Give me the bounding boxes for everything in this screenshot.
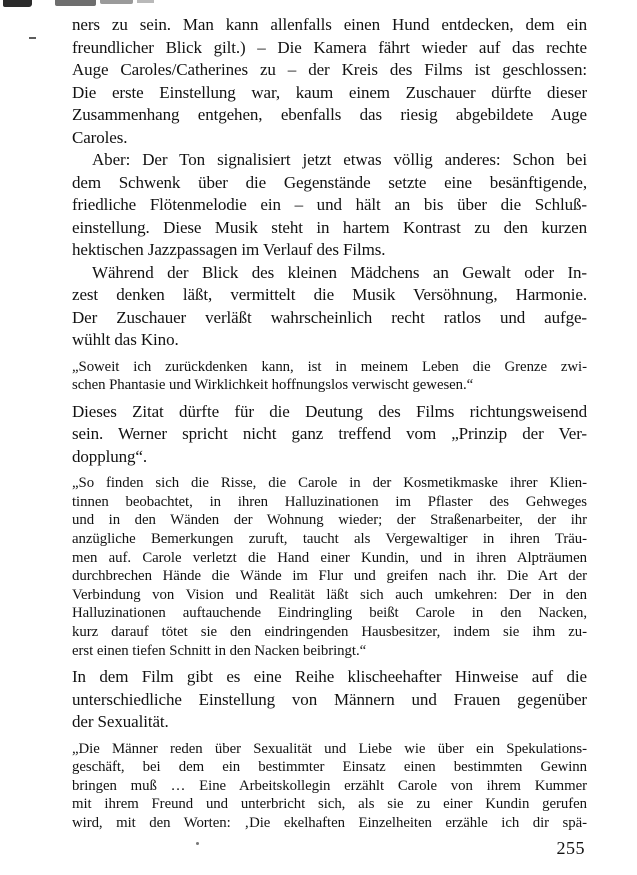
text-line: Die erste Einstellung war, kaum einem Zuschauer dürfte dieser: [72, 82, 587, 102]
text-line: Aber: Der Ton signalisiert jetzt etwas völlig anderes: Schon bei: [92, 150, 587, 169]
text-line: geschäft, bei dem ein bestimmter Einsatz einen bestimmten Gewinn: [72, 759, 587, 776]
text-line: „So finden sich die Risse, die Carole in der Kosmetikmaske ihrer Klien-: [72, 475, 587, 492]
text-line: freundlicher Blick gilt.) – Die Kamera fährt wieder auf das rechte: [72, 37, 587, 57]
text-line: In dem Film gibt es eine Reihe klischeehafter Hinweise auf die: [72, 667, 587, 687]
text-line: Der Zuschauer verläßt wahrscheinlich recht ratlos und aufge-: [72, 307, 587, 327]
text-line: durchbrechen Hände die Wände im Flur und greifen nach ihr. Die Art der: [72, 568, 587, 585]
text-line: kurz darauf tötet sie den eindringenden Hausbesitzer, indem sie ihm zu-: [72, 623, 587, 640]
text-column: [72, 14, 587, 839]
text-line: men auf. Carole verletzt die Hand einer Kundin, und in ihren Alpträumen: [72, 549, 587, 566]
paragraph: [72, 14, 587, 149]
text-line: tinnen beobachtet, in ihren Halluzinationen im Pflaster des Gehweges: [72, 493, 587, 510]
paragraph: [72, 262, 587, 352]
text-line: einstellung. Diese Musik steht in hartem Kontrast zu den kurzen: [72, 217, 587, 237]
paragraph: [72, 149, 587, 262]
quote-block: [72, 358, 587, 395]
text-line: „Die Männer reden über Sexualität und Liebe wie über ein Spekulations-: [72, 740, 587, 757]
text-line: hektischen Jazzpassagen im Verlauf des Films.: [72, 240, 386, 259]
paragraph: [72, 401, 587, 469]
text-line: Während der Blick des kleinen Mädchens an Gewalt oder In-: [92, 262, 587, 282]
text-line: „Soweit ich zurückdenken kann, ist in meinem Leben die Grenze zwi-: [72, 358, 587, 375]
page-number: 255: [556, 838, 585, 858]
text-line: dem Schwenk über die Gegenstände setzte eine besänftigende,: [72, 172, 587, 192]
scan-artifact: [3, 0, 32, 7]
text-line: Zusammenhang entgehen, ebenfalls das riesig abgebildete Auge: [72, 105, 587, 124]
text-line: wühlt das Kino.: [72, 330, 179, 349]
text-line: schen Phantasie und Wirklichkeit hoffnungslos verwischt gewesen.“: [72, 377, 474, 394]
text-line: dopplung“.: [72, 446, 148, 466]
text-line: Halluzinationen auftauchende Eindringling beißt Carole in den Nacken,: [72, 605, 587, 622]
text-line: mit ihrem Freund und unterbricht sich, als sie zu einer Kundin gerufen: [72, 796, 587, 813]
scan-artifact: [196, 842, 199, 845]
text-line: zest denken läßt, vermittelt die Musik Versöhnung, Harmonie.: [72, 285, 587, 304]
paragraph: [72, 666, 587, 734]
text-line: bringen muß … Eine Arbeitskollegin erzählt Carole von ihrem Kummer: [72, 777, 587, 794]
text-line: Caroles.: [72, 127, 128, 147]
text-line: Dieses Zitat dürfte für die Deutung des Films richtungsweisend: [72, 401, 587, 421]
scan-artifact: [55, 0, 96, 6]
text-line: erst einen tiefen Schnitt in den Nacken beibringt.“: [72, 642, 367, 659]
quote-block: [72, 740, 587, 833]
text-line: unterschiedliche Einstellung von Männern und Frauen gegenüber: [72, 689, 587, 709]
scan-artifact: [100, 0, 133, 4]
text-line: und in den Wänden der Wohnung wieder; der Straßenarbeiter, der ihr: [72, 512, 587, 529]
quote-block: [72, 474, 587, 660]
text-line: ners zu sein. Man kann allenfalls einen Hund entdecken, dem ein: [72, 15, 587, 34]
text-line: der Sexualität.: [72, 712, 169, 732]
text-line: wird, mit den Worten: ‚Die ekelhaften Einzelheiten erzähle ich dir spä-: [72, 815, 587, 831]
scan-artifact: [137, 0, 154, 3]
text-line: Auge Caroles/Catherines zu – der Kreis des Films ist geschlossen:: [72, 60, 587, 79]
text-line: friedliche Flötenmelodie ein – und hält an bis über die Schluß-: [72, 195, 587, 214]
text-line: sein. Werner spricht nicht ganz treffend vom „Prinzip der Ver-: [72, 424, 587, 444]
scan-artifact: [29, 37, 36, 39]
text-line: Verbindung von Vision und Realität läßt sich auch umkehren: Der in den: [72, 586, 587, 603]
text-line: anzügliche Bemerkungen zuruft, taucht als Vergewaltiger in ihren Träu-: [72, 530, 587, 547]
